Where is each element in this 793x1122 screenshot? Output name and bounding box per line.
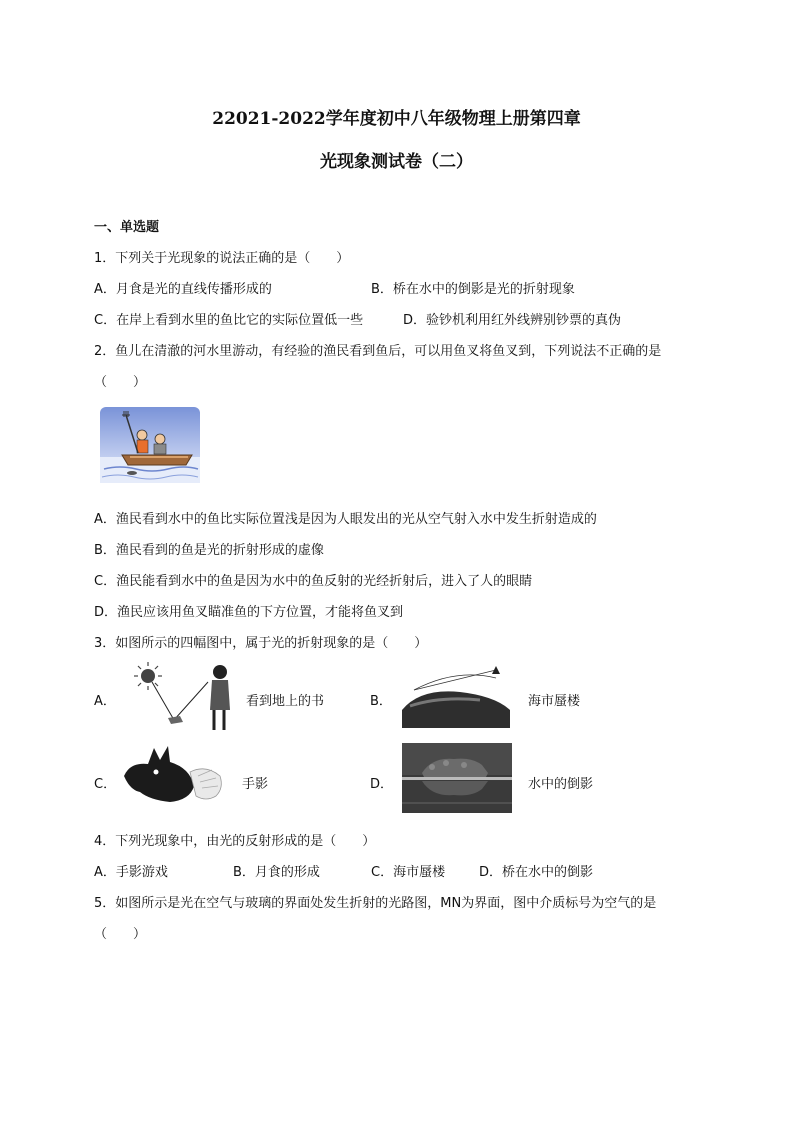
question-1-stem: 1．下列关于光现象的说法正确的是（ ）: [94, 251, 350, 266]
question-4-option-c: C．海市蜃楼: [371, 865, 446, 880]
question-4-option-a: A．手影游戏: [94, 865, 168, 880]
question-3-option-c-caption: 手影: [242, 777, 269, 792]
question-3-stem: 3．如图所示的四幅图中，属于光的折射现象的是（ ）: [94, 636, 428, 651]
mirage-image: [400, 660, 515, 730]
question-2-option-a: A．渔民看到水中的鱼比实际位置浅是因为人眼发出的光从空气射入水中发生折射造成的: [94, 512, 597, 527]
question-3-option-a-label: A．: [94, 694, 116, 709]
question-1-option-b: B．桥在水中的倒影是光的折射现象: [371, 282, 575, 297]
question-1-option-a: A．月食是光的直线传播形成的: [94, 282, 272, 297]
fisherman-boat-image: [100, 407, 200, 483]
exam-title-line1: 22021-2022学年度初中八年级物理上册第四章: [212, 109, 581, 129]
water-reflection-image: [402, 743, 512, 813]
book-reflection-image: [128, 660, 238, 732]
question-3-option-a-caption: 看到地上的书: [246, 694, 325, 709]
exam-title-line2: 光现象测试卷（二）: [320, 152, 473, 172]
question-5-stem: 5．如图所示是光在空气与玻璃的界面处发生折射的光路图，MN为界面，图中介质标号为空气的是: [94, 896, 657, 911]
question-2-option-c: C．渔民能看到水中的鱼是因为水中的鱼反射的光经折射后，进入了人的眼睛: [94, 574, 533, 589]
question-4-option-b: B．月食的形成: [233, 865, 320, 880]
question-5-paren: （ ）: [94, 927, 147, 942]
question-4-stem: 4．下列光现象中，由光的反射形成的是（ ）: [94, 834, 376, 849]
section-heading: 一、单选题: [94, 220, 160, 235]
question-2-stem: 2．鱼儿在清澈的河水里游动，有经验的渔民看到鱼后，可以用鱼叉将鱼叉到，下列说法不正确的是: [94, 344, 662, 359]
question-3-option-b-caption: 海市蜃楼: [528, 694, 581, 709]
question-1-option-d: D．验钞机利用红外线辨别钞票的真伪: [403, 313, 622, 328]
question-3-option-b-label: B．: [370, 694, 392, 709]
question-2-option-d: D．渔民应该用鱼叉瞄准鱼的下方位置，才能将鱼叉到: [94, 605, 404, 620]
hand-shadow-image: [120, 742, 230, 808]
question-2-option-b: B．渔民看到的鱼是光的折射形成的虚像: [94, 543, 324, 558]
question-1-option-c: C．在岸上看到水里的鱼比它的实际位置低一些: [94, 313, 364, 328]
question-2-paren: （ ）: [94, 375, 147, 390]
question-3-option-d-caption: 水中的倒影: [528, 777, 594, 792]
question-4-option-d: D．桥在水中的倒影: [479, 865, 594, 880]
question-3-option-c-label: C．: [94, 777, 117, 792]
question-3-option-d-label: D．: [370, 777, 394, 792]
